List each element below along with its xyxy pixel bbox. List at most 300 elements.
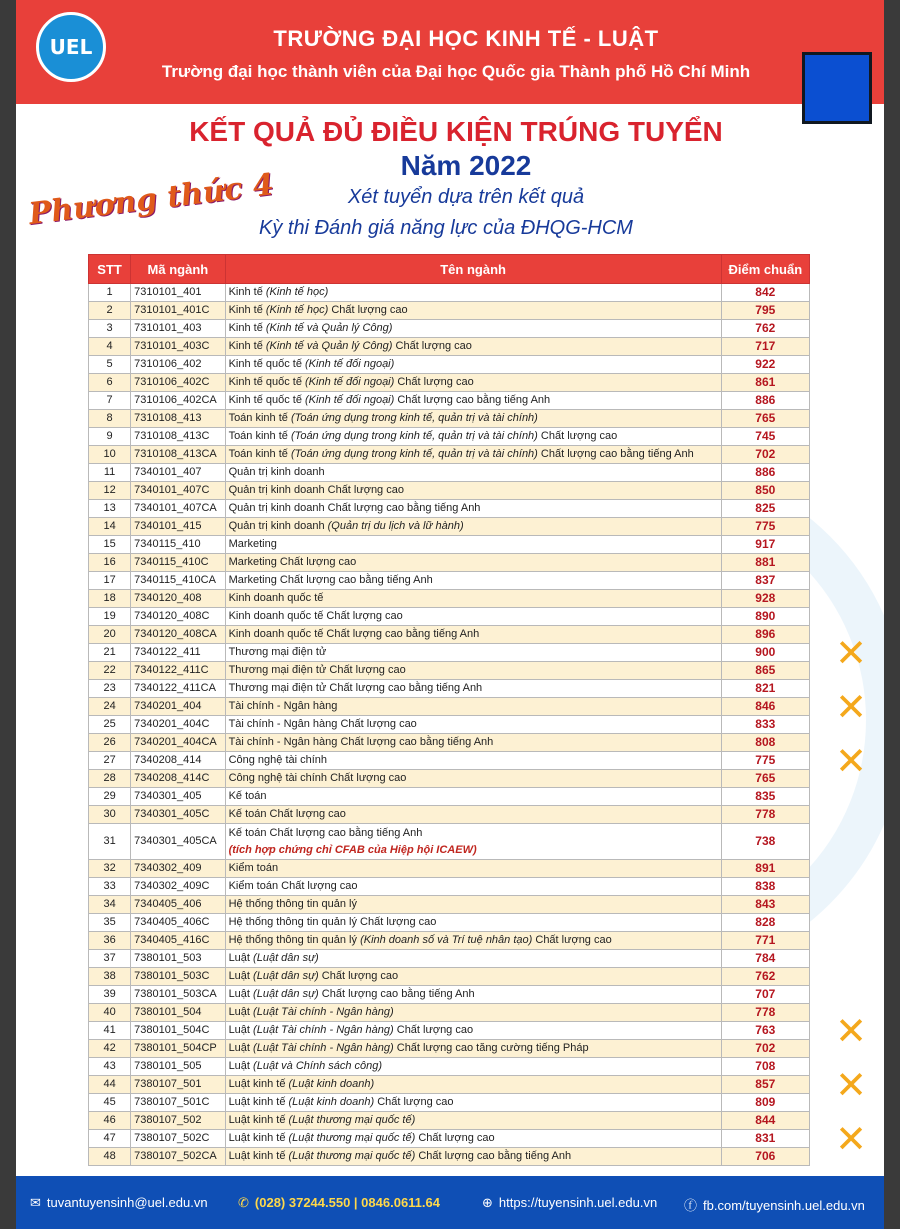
cell-name-line — [229, 664, 406, 676]
cell-name — [225, 464, 721, 482]
cell-stt: 10 — [89, 446, 131, 464]
table-row — [89, 1022, 810, 1040]
cell-name — [225, 770, 721, 788]
cell-stt: 3 — [89, 320, 131, 338]
school-subtitle: Trường đại học thành viên của Đại học Quốc gia Thành phố Hồ Chí Minh — [161, 62, 751, 81]
cell-code: 7340115_410 — [131, 536, 225, 554]
cell-code: 7340120_408CA — [131, 626, 225, 644]
program-name: Marketing Chất lượng cao bằng tiếng Anh — [228, 574, 433, 586]
year-title: Năm 2022 — [400, 150, 532, 181]
program-specialization: (Luật thương mại quốc tế) — [288, 1132, 416, 1144]
subtitle-line-1: Xét tuyển dựa trên kết quả — [347, 186, 585, 208]
program-suffix: Chất lượng cao tăng cường tiếng Pháp — [396, 1042, 589, 1054]
program-name: Hệ thống thông tin quản lý — [228, 934, 357, 946]
program-name: Kinh tế — [228, 322, 263, 334]
table-row — [89, 374, 810, 392]
program-suffix: Chất lượng cao bằng tiếng Anh — [321, 988, 475, 1000]
table-row — [89, 536, 810, 554]
program-specialization: (Kinh tế đối ngoại) — [305, 376, 395, 388]
cell-stt: 42 — [89, 1040, 131, 1058]
program-specialization: (Luật dân sự) — [253, 988, 319, 1000]
program-name: Quản trị kinh doanh — [228, 520, 325, 532]
cell-name — [225, 716, 721, 734]
cell-code: 7310108_413CA — [131, 446, 225, 464]
cell-stt: 20 — [89, 626, 131, 644]
cell-score: 842 — [721, 284, 809, 302]
cell-stt: 24 — [89, 698, 131, 716]
cell-name-line — [229, 376, 474, 388]
cell-score: 775 — [721, 752, 809, 770]
cell-code: 7340405_406 — [131, 896, 225, 914]
cell-name — [225, 644, 721, 662]
cell-stt: 31 — [89, 824, 131, 860]
footer-phone[interactable] — [238, 1195, 440, 1211]
cell-score: 765 — [721, 770, 809, 788]
program-specialization: (Kinh tế và Quản lý Công) — [265, 322, 393, 334]
cell-stt: 38 — [89, 968, 131, 986]
cell-name-line — [229, 340, 472, 352]
cell-code: 7340122_411 — [131, 644, 225, 662]
cell-score: 881 — [721, 554, 809, 572]
program-specialization: (Kinh doanh số và Trí tuệ nhân tạo) — [360, 934, 533, 946]
table-row — [89, 968, 810, 986]
cell-stt: 32 — [89, 860, 131, 878]
cell-name — [225, 752, 721, 770]
cell-name — [225, 428, 721, 446]
cell-score: 886 — [721, 392, 809, 410]
cell-code: 7340101_415 — [131, 518, 225, 536]
cell-score: 745 — [721, 428, 809, 446]
cell-name-line — [229, 466, 325, 478]
cell-name — [225, 1094, 721, 1112]
table-row — [89, 824, 810, 860]
program-name: Thương mại điện tử — [228, 646, 327, 658]
program-name: Toán kinh tế — [228, 412, 288, 424]
cell-name — [225, 824, 721, 860]
program-name: Luật kinh tế — [228, 1078, 286, 1090]
cell-stt: 2 — [89, 302, 131, 320]
cell-name — [225, 914, 721, 932]
footer-bar — [16, 1176, 884, 1229]
program-name: Quản trị kinh doanh — [228, 466, 325, 478]
table-row — [89, 1130, 810, 1148]
cell-name-line — [229, 574, 433, 586]
cell-code: 7380107_502C — [131, 1130, 225, 1148]
cell-score: 763 — [721, 1022, 809, 1040]
program-name: Quản trị kinh doanh Chất lượng cao — [228, 484, 404, 496]
cell-code: 7380107_502CA — [131, 1148, 225, 1166]
cell-stt: 19 — [89, 608, 131, 626]
program-name: Thương mại điện tử Chất lượng cao — [228, 664, 406, 676]
cell-name-line — [229, 736, 494, 748]
program-name: Luật — [228, 1042, 250, 1054]
table-row — [89, 734, 810, 752]
cell-name-line — [229, 988, 475, 1000]
cell-name — [225, 1022, 721, 1040]
footer-email[interactable] — [30, 1195, 208, 1211]
header-name: Tên ngành — [225, 255, 721, 284]
cell-name — [225, 806, 721, 824]
cell-code: 7340120_408C — [131, 608, 225, 626]
cell-stt: 36 — [89, 932, 131, 950]
table-row — [89, 392, 810, 410]
cell-name-line — [229, 1006, 394, 1018]
cell-name — [225, 500, 721, 518]
cell-score: 702 — [721, 446, 809, 464]
cell-code: 7380101_504CP — [131, 1040, 225, 1058]
program-name: Kinh tế quốc tế — [228, 376, 302, 388]
cell-name — [225, 1076, 721, 1094]
mail-icon: ✉ — [30, 1195, 41, 1210]
cell-name-line — [229, 430, 618, 442]
cell-stt: 48 — [89, 1148, 131, 1166]
table-row — [89, 1148, 810, 1166]
program-specialization: (Toán ứng dụng trong kinh tế, quản trị và tài chính) — [290, 412, 538, 424]
program-name: Kinh doanh quốc tế Chất lượng cao bằng tiếng Anh — [228, 628, 480, 640]
program-name: Luật kinh tế — [228, 1096, 286, 1108]
header-banner — [16, 0, 884, 104]
program-suffix: Chất lượng cao — [331, 304, 408, 316]
cell-code: 7380107_501 — [131, 1076, 225, 1094]
cell-score: 808 — [721, 734, 809, 752]
cell-name — [225, 482, 721, 500]
cell-score: 717 — [721, 338, 809, 356]
cell-name-line — [229, 1024, 474, 1036]
program-name: Hệ thống thông tin quản lý — [228, 898, 357, 910]
program-name: Tài chính - Ngân hàng Chất lượng cao bằng tiếng Anh — [228, 736, 494, 748]
cell-name-line — [229, 898, 357, 910]
cell-stt: 47 — [89, 1130, 131, 1148]
cell-score: 778 — [721, 1004, 809, 1022]
program-specialization: (Kinh tế học) — [265, 286, 329, 298]
cell-code: 7310106_402CA — [131, 392, 225, 410]
program-name: Tài chính - Ngân hàng Chất lượng cao — [228, 718, 417, 730]
cell-name — [225, 518, 721, 536]
cell-code: 7340208_414C — [131, 770, 225, 788]
program-specialization: (Luật thương mại quốc tế) — [288, 1114, 416, 1126]
cell-name-line — [229, 934, 612, 946]
table-row — [89, 518, 810, 536]
table-row — [89, 932, 810, 950]
program-suffix: Chất lượng cao bằng tiếng Anh — [540, 448, 694, 460]
program-name: Toán kinh tế — [228, 448, 288, 460]
program-name: Luật — [228, 970, 250, 982]
cell-stt: 21 — [89, 644, 131, 662]
cell-code: 7340301_405CA — [131, 824, 225, 860]
program-name: Kiểm toán — [228, 862, 279, 874]
table-row — [89, 446, 810, 464]
cell-name — [225, 968, 721, 986]
cross-mark-icon: ✕ — [835, 738, 867, 783]
cell-code: 7340201_404CA — [131, 734, 225, 752]
cell-stt: 39 — [89, 986, 131, 1004]
blue-square-decoration — [802, 52, 872, 124]
cell-score: 850 — [721, 482, 809, 500]
program-name: Luật — [228, 988, 250, 1000]
cell-name-line — [229, 700, 338, 712]
program-suffix: Chất lượng cao — [377, 1096, 454, 1108]
cell-name — [225, 410, 721, 428]
cell-name-line — [229, 916, 437, 928]
table-row — [89, 950, 810, 968]
table-row — [89, 482, 810, 500]
program-suffix: Chất lượng cao — [418, 1132, 495, 1144]
cell-name — [225, 284, 721, 302]
cell-name-line — [229, 628, 480, 640]
program-suffix: Chất lượng cao — [396, 1024, 474, 1036]
program-specialization: (Luật Tài chính - Ngân hàng) — [253, 1024, 394, 1036]
cell-code: 7340201_404C — [131, 716, 225, 734]
cell-code: 7340122_411C — [131, 662, 225, 680]
cell-code: 7310106_402C — [131, 374, 225, 392]
cell-score: 828 — [721, 914, 809, 932]
cell-stt: 23 — [89, 680, 131, 698]
program-specialization: (Quản trị du lịch và lữ hành) — [327, 520, 464, 532]
cell-score: 835 — [721, 788, 809, 806]
program-name: Kế toán Chất lượng cao — [228, 808, 346, 820]
program-specialization: (Luật kinh doanh) — [288, 1078, 375, 1090]
cell-code: 7380101_503 — [131, 950, 225, 968]
program-specialization: (Toán ứng dụng trong kinh tế, quản trị và tài chính) — [290, 430, 538, 442]
table-row — [89, 716, 810, 734]
program-name: Kinh tế quốc tế — [228, 358, 302, 370]
cell-code: 7310108_413C — [131, 428, 225, 446]
program-name: Kinh tế quốc tế — [228, 394, 302, 406]
cell-stt: 25 — [89, 716, 131, 734]
cell-score: 917 — [721, 536, 809, 554]
table-row — [89, 338, 810, 356]
program-name: Quản trị kinh doanh Chất lượng cao bằng tiếng Anh — [228, 502, 481, 514]
cross-mark-icon: ✕ — [835, 630, 867, 675]
cell-name — [225, 878, 721, 896]
cell-score: 809 — [721, 1094, 809, 1112]
program-suffix: Chất lượng cao bằng tiếng Anh — [418, 1150, 572, 1162]
program-specialization: (Luật dân sự) — [253, 952, 319, 964]
program-specialization: (Toán ứng dụng trong kinh tế, quản trị và tài chính) — [290, 448, 538, 460]
cell-name — [225, 950, 721, 968]
cell-score: 900 — [721, 644, 809, 662]
cell-name-line — [229, 1114, 416, 1126]
table-row — [89, 878, 810, 896]
cell-name-line — [229, 484, 404, 496]
header-code: Mã ngành — [131, 255, 225, 284]
program-suffix: Chất lượng cao — [395, 340, 472, 352]
cell-name — [225, 734, 721, 752]
cell-stt: 8 — [89, 410, 131, 428]
page-title: KẾT QUẢ ĐỦ ĐIỀU KIỆN TRÚNG TUYỂN — [189, 116, 723, 147]
cell-code: 7340122_411CA — [131, 680, 225, 698]
cell-code: 7340301_405 — [131, 788, 225, 806]
program-specialization: (Luật và Chính sách công) — [253, 1060, 383, 1072]
cell-score: 844 — [721, 1112, 809, 1130]
cell-code: 7340301_405C — [131, 806, 225, 824]
cell-stt: 6 — [89, 374, 131, 392]
program-name: Kế toán — [228, 790, 267, 802]
uel-logo — [36, 12, 106, 82]
program-name: Kế toán Chất lượng cao bằng tiếng Anh — [228, 827, 423, 839]
cell-code: 7340101_407 — [131, 464, 225, 482]
school-name: TRƯỜNG ĐẠI HỌC KINH TẾ - LUẬT — [273, 26, 659, 51]
cell-name-line — [229, 718, 417, 730]
cell-name — [225, 1130, 721, 1148]
cell-name — [225, 608, 721, 626]
table-row — [89, 914, 810, 932]
cell-score: 708 — [721, 1058, 809, 1076]
cell-code: 7380101_504 — [131, 1004, 225, 1022]
table-row — [89, 860, 810, 878]
cell-code: 7380101_505 — [131, 1058, 225, 1076]
cell-stt: 13 — [89, 500, 131, 518]
table-row — [89, 608, 810, 626]
program-specialization: (Kinh tế đối ngoại) — [305, 358, 395, 370]
cell-code: 7340302_409 — [131, 860, 225, 878]
program-name: Luật kinh tế — [228, 1132, 286, 1144]
table-row — [89, 554, 810, 572]
cell-score: 838 — [721, 878, 809, 896]
cell-stt: 29 — [89, 788, 131, 806]
cell-name-line — [229, 1096, 454, 1108]
cell-stt: 35 — [89, 914, 131, 932]
cell-name — [225, 572, 721, 590]
cell-code: 7340101_407CA — [131, 500, 225, 518]
cell-name — [225, 860, 721, 878]
program-name: Tài chính - Ngân hàng — [228, 700, 338, 712]
cross-mark-icon: ✕ — [835, 1008, 867, 1053]
cell-score: 837 — [721, 572, 809, 590]
table-row — [89, 698, 810, 716]
program-name: Toán kinh tế — [228, 430, 288, 442]
cell-name-line — [229, 394, 551, 406]
cell-stt: 33 — [89, 878, 131, 896]
program-name: Luật — [228, 952, 250, 964]
cell-stt: 34 — [89, 896, 131, 914]
cell-stt: 45 — [89, 1094, 131, 1112]
table-row — [89, 572, 810, 590]
cell-code: 7310101_401C — [131, 302, 225, 320]
program-suffix: Chất lượng cao — [540, 430, 618, 442]
method-label: Phương thức 4 — [26, 167, 276, 233]
table-row — [89, 1094, 810, 1112]
table-row — [89, 1040, 810, 1058]
cell-name-line — [229, 286, 329, 298]
cell-name — [225, 320, 721, 338]
program-name: Luật — [228, 1006, 250, 1018]
cell-code: 7380107_501C — [131, 1094, 225, 1112]
header-stt: STT — [89, 255, 131, 284]
subtitle-line-2: Kỳ thi Đánh giá năng lực của ĐHQG-HCM — [259, 217, 633, 239]
cell-stt: 5 — [89, 356, 131, 374]
program-name: Kinh tế — [228, 304, 263, 316]
footer-phone-text: (028) 37244.550 | 0846.0611.64 — [254, 1195, 440, 1210]
cell-score: 831 — [721, 1130, 809, 1148]
program-suffix: Chất lượng cao — [535, 934, 612, 946]
cell-score: 821 — [721, 680, 809, 698]
program-name: Thương mại điện tử Chất lượng cao bằng tiếng Anh — [228, 682, 483, 694]
cell-name-line — [229, 808, 346, 820]
cell-name — [225, 662, 721, 680]
cell-stt: 44 — [89, 1076, 131, 1094]
footer-website[interactable] — [482, 1195, 657, 1211]
cell-name-line — [229, 1060, 383, 1072]
footer-facebook-text: fb.com/tuyensinh.uel.edu.vn — [703, 1198, 865, 1213]
results-table — [88, 254, 810, 1166]
cell-name-line — [229, 952, 319, 964]
cell-name-line — [229, 970, 399, 982]
cell-name — [225, 338, 721, 356]
facebook-icon: ⓕ — [684, 1198, 698, 1213]
cell-score: 825 — [721, 500, 809, 518]
cross-mark-icon: ✕ — [835, 684, 867, 729]
cell-stt: 28 — [89, 770, 131, 788]
cell-name-line — [229, 772, 407, 784]
program-name: Luật kinh tế — [228, 1150, 286, 1162]
table-row — [89, 302, 810, 320]
cell-code: 7340120_408 — [131, 590, 225, 608]
cell-name — [225, 302, 721, 320]
table-row — [89, 1112, 810, 1130]
cell-name — [225, 932, 721, 950]
program-specialization: (Kinh tế đối ngoại) — [305, 394, 395, 406]
cell-name — [225, 626, 721, 644]
cell-score: 738 — [721, 824, 809, 860]
cell-name — [225, 680, 721, 698]
cell-code: 7380101_503C — [131, 968, 225, 986]
footer-facebook[interactable] — [684, 1195, 865, 1214]
cell-name-line — [229, 538, 277, 550]
program-specialization: (Luật thương mại quốc tế) — [288, 1150, 416, 1162]
cell-name-line — [229, 610, 403, 622]
program-name: Marketing — [228, 538, 277, 550]
cell-score: 706 — [721, 1148, 809, 1166]
cross-mark-icon: ✕ — [835, 1062, 867, 1107]
cell-stt: 15 — [89, 536, 131, 554]
program-name: Marketing Chất lượng cao — [228, 556, 357, 568]
cell-name — [225, 896, 721, 914]
program-name: Kinh tế — [228, 286, 263, 298]
cell-name-line — [229, 682, 483, 694]
cell-score: 707 — [721, 986, 809, 1004]
cell-score: 765 — [721, 410, 809, 428]
cell-name — [225, 356, 721, 374]
program-name: Công nghệ tài chính Chất lượng cao — [228, 772, 407, 784]
cell-code: 7340302_409C — [131, 878, 225, 896]
cell-stt: 22 — [89, 662, 131, 680]
cell-name-line — [229, 304, 408, 316]
cell-name — [225, 446, 721, 464]
table-row — [89, 428, 810, 446]
cell-stt: 11 — [89, 464, 131, 482]
cell-score: 775 — [721, 518, 809, 536]
cell-code: 7340201_404 — [131, 698, 225, 716]
cell-stt: 18 — [89, 590, 131, 608]
cell-name-line — [229, 502, 481, 514]
table-header-row — [89, 255, 810, 284]
cell-score: 771 — [721, 932, 809, 950]
cell-code: 7340208_414 — [131, 752, 225, 770]
table-row — [89, 644, 810, 662]
program-name: Kinh doanh quốc tế — [228, 592, 324, 604]
program-name: Hệ thống thông tin quản lý Chất lượng cao — [228, 916, 437, 928]
cell-stt: 46 — [89, 1112, 131, 1130]
program-specialization: (Luật Tài chính - Ngân hàng) — [253, 1006, 394, 1018]
cell-score: 922 — [721, 356, 809, 374]
cell-name — [225, 788, 721, 806]
program-name: Công nghệ tài chính — [228, 754, 328, 766]
cell-code: 7380107_502 — [131, 1112, 225, 1130]
cell-name — [225, 1148, 721, 1166]
cell-name-line — [229, 646, 327, 658]
cell-name-line — [229, 827, 423, 839]
